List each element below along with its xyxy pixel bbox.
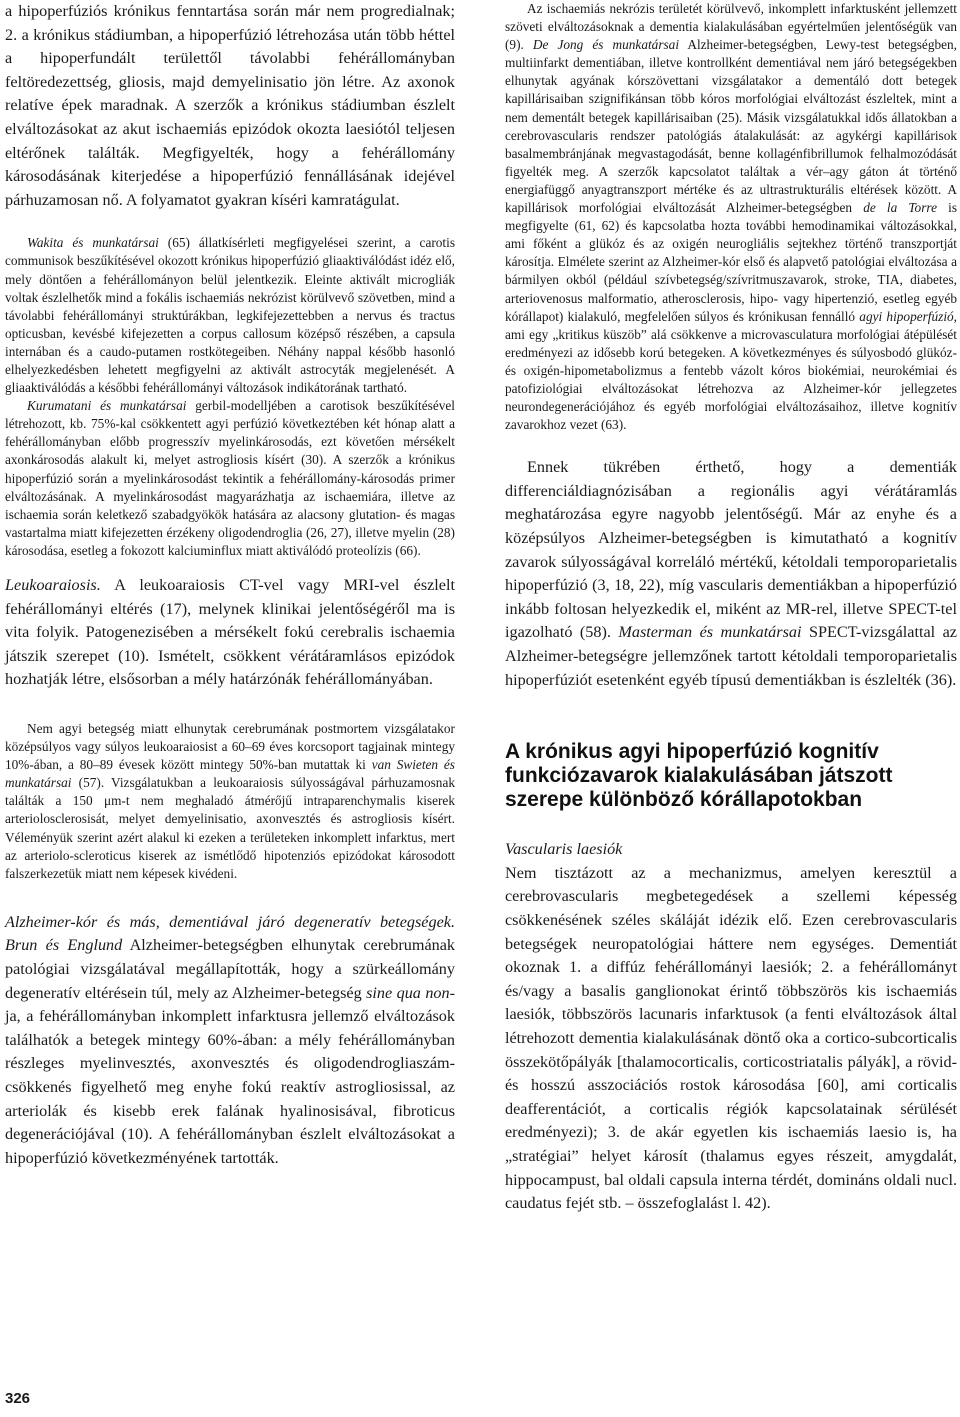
term-leukoaraiosis: Leukoaraiosis. — [5, 576, 101, 595]
paragraph-ischaemia — [505, 0, 957, 434]
author-brun-englund: Brun és Englund — [5, 936, 123, 955]
text-postmortem-2: (57). Vizsgálatukban a leukoaraiosis súlyosságával párhuzamosnak találták a 150 μm-t nem meghaladó átmérőjű intraparenchymalis kiserek arteriolosclerosisát, melyet demyelinisatio, axonvesztés és astrogliosis kísért. Véleményük szerint azért alakul ki ezeken a területeken inkomplett infarktus, mert az arteriolo-scleroticus kiserek az ismétlődő hipotenziós epizódokat károsodott falszerkezetük miatt nem képesek kivédeni. — [5, 775, 455, 881]
text-ischaemia-3: is megfigyelte (61, 62) és kapcsolatba hozta további hemodinamikai változásokkal, ami főként a glükóz és az oxigén neurogliális sejtekhez történő transzportját károsítja. Elmélete szerint az Alzheimer-kór első és alapvető patológiai elváltozása a bármilyen okból (például szívbetegség/szívritmuszavarok, stroke, TIA, diabetes, arteriovenosus malformatio, atherosclerosis, hipo- vagy hipertenzió, esetleg egyéb kórállapot) kialakuló, megfelelően súlyos és krónikusan fennálló — [505, 200, 957, 324]
paragraph-postmortem — [5, 720, 455, 883]
author-dejong: De Jong és munkatársai — [532, 37, 680, 53]
text-differential-2: SPECT-vizsgálattal az Alzheimer-betegségre jellemzőnek tartott kétoldali temporoparietalis hipoperfúziót esetenként egyéb típusú dementiákban is észlelték (36). — [505, 623, 957, 689]
paragraph-differential — [505, 456, 957, 692]
text-alzheimer: Alzheimer-betegségben elhunytak cerebrumának patológiai vizsgálatával megállapították, hogy a szürkeállomány degeneratív eltérésein túl, mely az Alzheimer-betegség — [5, 936, 455, 1002]
text-ischaemia-4: ami egy „kritikus küszöb” alá csökkenve a microvasculatura morfológiai átépülését eredményezi az idősebb korú betegeken. A következményes és súlyosbodó glükóz- és oxigén-hipometabolizmus a fentebb vázolt kóros biokémiai, neurokémiai és patofiziológiai elváltozásokat létrehozva az Alzheimer-kór jellegzetes neurondegenerációjához és egyéb morfológiai elváltozásaihoz, illetve kognitív zavarokhoz vezet (63). — [505, 326, 957, 433]
paragraph-intro: a hipoperfúziós krónikus fenntartása során már nem progredialnak; 2. a krónikus stádiumban, a hipoperfúzió létrehozása után több héttel a hipoperfundált területtől távolabbi fehérállományban feltöredezettség, gliosis, majd demyelinisatio jön létre. Az axonok relatíve épek maradnak. A szerzők a krónikus stádiumban észlelt elváltozásokat az akut ischaemiás epizódok okozta laesiótól teljesen eltérőnek találták. Megfigyelték, hogy a fehérállomány károsodásának kiterjedése a hipoperfúzió fennállásának idejével párhuzamosan nő. A folyamatot gyakran kíséri kamratágulat. — [5, 2, 455, 209]
author-wakita: Wakita és munkatársai — [27, 235, 159, 251]
text-kurumatani: gerbil-modelljében a carotisok beszűkítésével létrehozott, kb. 75%-kal csökkentett agyi perfúzió következtében két hónap alatt a fehérállományban előbb progresszív myelinkárosodás, ezt követően mérsékelt axonkárosodás alakult ki, melyet astrogliosis kísért (30). A szerzők a krónikus hipoperfúzió során a myelinkárosodást tekintik a fehérállomány-károsodás primer elváltozásának. A myelinkárosodást magyarázhatja az ischaemiára, illetve az ischaemia során keletkező szabadgyökök hatására az alacsony glutation- és magas vastartalma miatt kifejezetten érzékeny oligodendroglia (26, 27), illetve myelin (28) károsodása, esetleg a fokozott kalciuminflux miatt aktiválódó proteolízis (66). — [5, 398, 455, 558]
text-leukoaraiosis: A leukoaraiosis CT-vel vagy MRI-vel észlelt fehérállományi eltérés (17), melynek klinikai jelentőségéről ma is vita folyik. Patogenezisében a mérsékelt fokú cerebralis ischaemia játszik szerepet (10). Ismételt, csökkent vérátáramlásos epizódok hozhatják létre, elsősorban a mély határzónák fehérállományában. — [5, 576, 455, 689]
text-ischaemia-2: Alzheimer-betegségben, Lewy-test betegségben, multiinfarkt dementiában, illetve kontrollként dementiával nem járó betegségekben elhunytak agyának kórszövettani vizsgálatakor a dementáló dott betegek kapillárisaiban szignifikánsan több kóros morfológiai elváltozást észleltek, mint a nem dementált betegek kapillárisaiban (25). Másik vizsgálatukkal idős állatokban a cerebrovascularis rendszer patológiás átalakulását: az agykérgi kapillárisok basalmembránjának megvastagodását, benne kollagénfibrillumok felhalmozódását figyelték meg. A szerzők kapcsolatot találtak a vér–agy gáton át történő energiafüggő anyagtranszport mértéke és az ultrastrukturális eltérések között. A kapillárisok morfológiai elváltozását Alzheimer-betegségben — [505, 37, 958, 216]
author-masterman: Masterman és munkatársai — [618, 623, 802, 642]
paragraph-leukoaraiosis — [5, 574, 455, 692]
author-kurumatani: Kurumatani és munkatársai — [27, 398, 187, 414]
section-heading: A krónikus agyi hipoperfúzió kognitív funkciózavarok kialakulásában játszott szerepe különböző kórállapotokban — [505, 740, 893, 812]
right-column — [505, 0, 957, 1216]
paragraph-wakita — [5, 234, 455, 397]
paragraph-alzheimer — [5, 911, 455, 1171]
text-ischaemia: Az ischaemiás nekrózis területét körülvevő, inkomplett infarktusként jellemzett szöveti elváltozásoknak a dementia kialakulásában egyértelműen jelentőségük van (9). — [505, 1, 957, 53]
text-wakita: (65) állatkísérleti megfigyelései szerint, a carotis communisok beszűkítésével okozott krónikus hipoperfúzió gliaaktiválódást idéz elő, mely döntően a fehérállományon belül jelentkezik. Eleinte aktivált microgliák voltak észlelhetők mind a fokális ischaemiás nekrózist körülvevő szövetben, mind a távolabbi fehérállományi struktúrákban, legkifejezettebben a nervus és tractus opticusban, kevésbé kifejezetten a corpus callosum középső részében, a capsula internában és a caudo-putamen rostkötegeiben. Néhány nappal később hasonló elhelyezkedésben lehetett megfigyelni az aktivált astrocyták megjelenését. A gliaaktiválódás a későbbi fehérállományi változások indikátorának tartható. — [5, 235, 455, 396]
text-postmortem: Nem agyi betegség miatt elhunytak cerebrumának postmortem vizsgálatakor középsúlyos vagy súlyos leukoaraiosist a 60–69 éves korcsoport tagjainak mintegy 10%-ában, a 80–89 évesek között mintegy 50%-ban mutattak ki — [5, 721, 455, 773]
paragraph-kurumatani — [5, 397, 455, 560]
text-differential: Ennek tükrében érthető, hogy a dementiák differenciáldiagnózisában a regionális agyi vérátáramlás meghatározása egyre nagyobb jelentőségű. Már az enyhe és a középsúlyos Alzheimer-betegségben is kimutatható a kognitív zavarok súlyosságával korreláló mértékű, kétoldali temporoparietalis hipoperfúzió (3, 18, 22), míg vascularis dementiákban a hipoperfúzió inkább foltosan helyezkedik el, miként az MR-rel, illetve SPECT-tel igazolható (58). — [505, 458, 957, 642]
page-number: 326 — [5, 1390, 31, 1407]
term-alzheimer: Alzheimer-kór és más, dementiával járó degeneratív betegségek. — [5, 912, 455, 931]
term-sine-qua-non: sine qua non — [366, 983, 450, 1002]
term-agyi-hipoperfuzio: agyi hipoperfúzió, — [859, 308, 957, 324]
subsection-heading: Vascularis laesiók — [505, 840, 623, 859]
author-delatorre: de la Torre — [863, 200, 937, 216]
left-column — [5, 0, 455, 1170]
text-alzheimer-2: -ja, a fehérállományban inkomplett infarktusra jellemző elváltozások találhatók a betegek mintegy 60%-ában: a mély fehérállományban részleges myelinvesztés, axonvesztés és oligodendrogliaszám-csökkenés figyelhető meg enyhe fokú reaktív astrogliosissal, az arteriolák és kisebb erek falának hyalinosisával, fibroticus degenerációjával (10). A fehérállományban észlelt elváltozásokat a hipoperfúzió következményének tartották. — [5, 983, 456, 1167]
author-vanswieten: van Swieten és munkatársai — [5, 757, 455, 791]
paragraph-vascular: Nem tisztázott az a mechanizmus, amelyen keresztül a cerebrovascularis megbetegedések a szellemi képesség csökkenésének széles skáláját idézik elő. Ezen cerebrovascularis betegségek neuropatológiai háttere nem egységes. Dementiát okoznak 1. a diffúz fehérállományi laesiók; 2. a fehérállományt és/vagy a basalis ganglionokat érintő többszörös kis ischaemiás laesiók, többszörös lacunaris infarktusok (a fenti elváltozások által létrehozott dementia kialakulásának döntő oka a cortico-subcorticalis összekötőpályák [thalamocorticalis, corticostriatalis pályák], a rövid- és hosszú asszociációs rostok károsodása [60], ami corticalis deafferentációt, a corticalis régiók kapcsolatainak sérülését eredményezi); 3. de akár egyetlen kis ischaemiás laesio is, ha „stratégiai” helyet károsít (thalamus egyes részeit, amygdalát, hippocampust, bal oldali capsula interna térdét, domináns oldali nucl. caudatus fejét stb. – összefoglalást l. 42). — [505, 863, 957, 1213]
